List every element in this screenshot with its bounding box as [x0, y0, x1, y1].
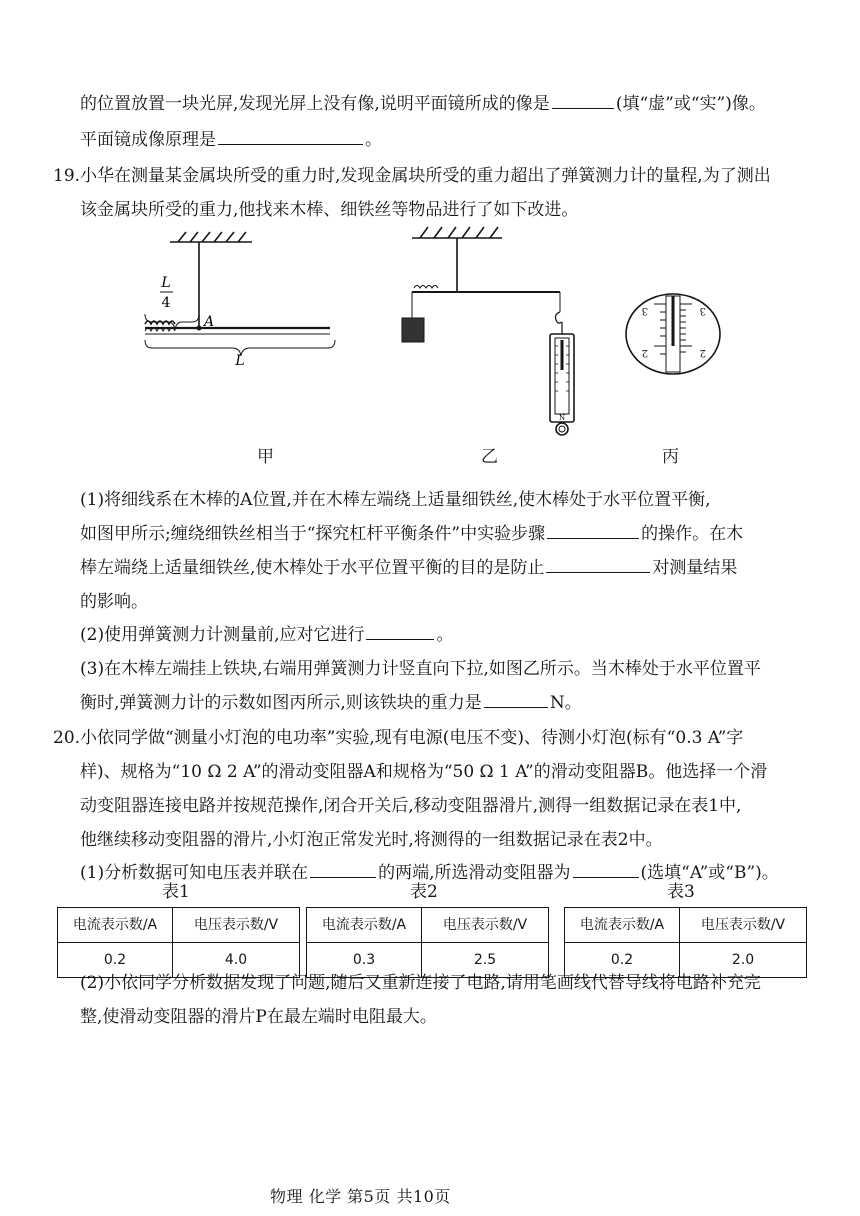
q20-intro-4: 他继续移动变阻器的滑片,小灯泡正常发光时,将测得的一组数据记录在表2中。 — [80, 830, 663, 850]
q19-text: (2)使用弹簧测力计测量前,应对它进行 — [80, 625, 365, 645]
figure-yi-setup — [390, 222, 590, 440]
label-l-numerator: L — [161, 275, 171, 291]
answer-blank[interactable] — [547, 518, 639, 539]
table-cell: 0.2 — [565, 943, 680, 978]
answer-blank[interactable] — [310, 857, 376, 878]
question-number: 20. — [53, 728, 81, 748]
caption-yi: 乙 — [481, 447, 498, 467]
caption-bing: 丙 — [662, 447, 679, 467]
caption-jia: 甲 — [257, 447, 274, 467]
answer-blank[interactable] — [366, 619, 434, 640]
q18-line-1 — [80, 87, 766, 121]
table-cell: 0.3 — [307, 943, 422, 978]
answer-blank[interactable] — [218, 124, 363, 145]
q20-text: (1)分析数据可知电压表并联在 — [80, 863, 309, 883]
q19-intro-2: 该金属块所受的重力,他找来木棒、细铁丝等物品进行了如下改进。 — [80, 200, 579, 220]
table-cell: 2.5 — [422, 943, 549, 978]
q18-line-2 — [80, 123, 382, 157]
table-cell: 0.2 — [58, 943, 173, 978]
q20-intro-3: 动变阻器连接电路并按规范操作,闭合开关后,移动变阻器滑片,测得一组数据记录在表1中, — [80, 796, 742, 816]
q19-text: 的操作。在木 — [641, 524, 744, 544]
q20-text: 的两端,所选滑动变阻器为 — [378, 863, 571, 883]
q20-text: (选填“A”或“B”)。 — [640, 863, 779, 883]
answer-blank[interactable] — [573, 857, 639, 878]
q18-text: (填“虚”或“实”)像。 — [615, 94, 766, 114]
table-cell: 2.0 — [680, 943, 807, 978]
q19-text: 棒左端绕上适量细铁丝,使木棒处于水平位置平衡的目的是防止 — [80, 558, 545, 578]
q19-part3-line1: (3)在木棒左端挂上铁块,右端用弹簧测力计竖直向下拉,如图乙所示。当木棒处于水平位置平 — [80, 659, 761, 679]
label-point-a: A — [204, 314, 215, 330]
table-header: 电流表示数/A — [307, 908, 422, 943]
table1-title: 表1 — [162, 882, 190, 902]
q20-part2-line1: (2)小依同学分析数据发现了问题,随后又重新连接了电路,请用笔画线代替导线将电路补充完 — [80, 973, 761, 993]
table-header: 电压表示数/V — [422, 908, 549, 943]
question-number: 19. — [53, 166, 81, 186]
q18-text: 。 — [365, 130, 382, 150]
svg-text:2: 2 — [641, 347, 648, 358]
q20-part2-line2: 整,使滑动变阻器的滑片P在最左端时电阻最大。 — [80, 1007, 437, 1027]
page-footer: 物理 化学 第5页 共10页 — [270, 1187, 451, 1206]
q19-text: 如图甲所示;缠绕细铁丝相当于“探究杠杆平衡条件”中实验步骤 — [80, 524, 546, 544]
figure-bing-scale-reading — [620, 290, 730, 380]
answer-blank[interactable] — [484, 687, 548, 708]
q19-text: 对测量结果 — [652, 558, 738, 578]
q19-part1-line1: (1)将细线系在木棒的A位置,并在木棒左端绕上适量细铁丝,使木棒处于水平位置平衡, — [80, 490, 711, 510]
q19-part2 — [80, 618, 453, 652]
answer-blank[interactable] — [552, 88, 614, 109]
table-header: 电压表示数/V — [173, 908, 300, 943]
q19-part1-line4: 的影响。 — [80, 592, 148, 612]
label-l-denominator: 4 — [161, 295, 171, 311]
label-length: L — [235, 353, 245, 369]
svg-text:3: 3 — [699, 305, 706, 316]
table-header: 电压表示数/V — [680, 908, 807, 943]
q19-text: 衡时,弹簧测力计的示数如图丙所示,则该铁块的重力是 — [80, 693, 482, 713]
table-header: 电流表示数/A — [58, 908, 173, 943]
q19-intro-1: 小华在测量某金属块所受的重力时,发现金属块所受的重力超出了弹簧测力计的量程,为了测出 — [80, 166, 771, 186]
q19-part1-line3 — [80, 551, 737, 585]
table2-title: 表2 — [410, 882, 438, 902]
q19-part3-line2 — [80, 686, 582, 720]
q20-intro-1: 小依同学做“测量小灯泡的电功率”实验,现有电源(电压不变)、待测小灯泡(标有“0.3 A”字 — [80, 728, 744, 748]
figure-jia-lever — [140, 228, 350, 378]
q19-part1-line2 — [80, 517, 743, 551]
q18-text: 平面镜成像原理是 — [80, 130, 216, 150]
svg-text:2: 2 — [699, 347, 706, 358]
table-cell: 4.0 — [173, 943, 300, 978]
q19-text: 。 — [436, 625, 454, 645]
q19-text: N。 — [549, 693, 582, 713]
svg-text:3: 3 — [641, 305, 648, 316]
q18-text: 的位置放置一块光屏,发现光屏上没有像,说明平面镜所成的像是 — [80, 94, 550, 114]
table3-title: 表3 — [667, 882, 695, 902]
table-header: 电流表示数/A — [565, 908, 680, 943]
answer-blank[interactable] — [546, 552, 650, 573]
scale-unit-label: N — [558, 414, 566, 422]
q20-intro-2: 样)、规格为“10 Ω 2 A”的滑动变阻器A和规格为“50 Ω 1 A”的滑动变阻器B。他选择一个滑 — [80, 762, 768, 782]
